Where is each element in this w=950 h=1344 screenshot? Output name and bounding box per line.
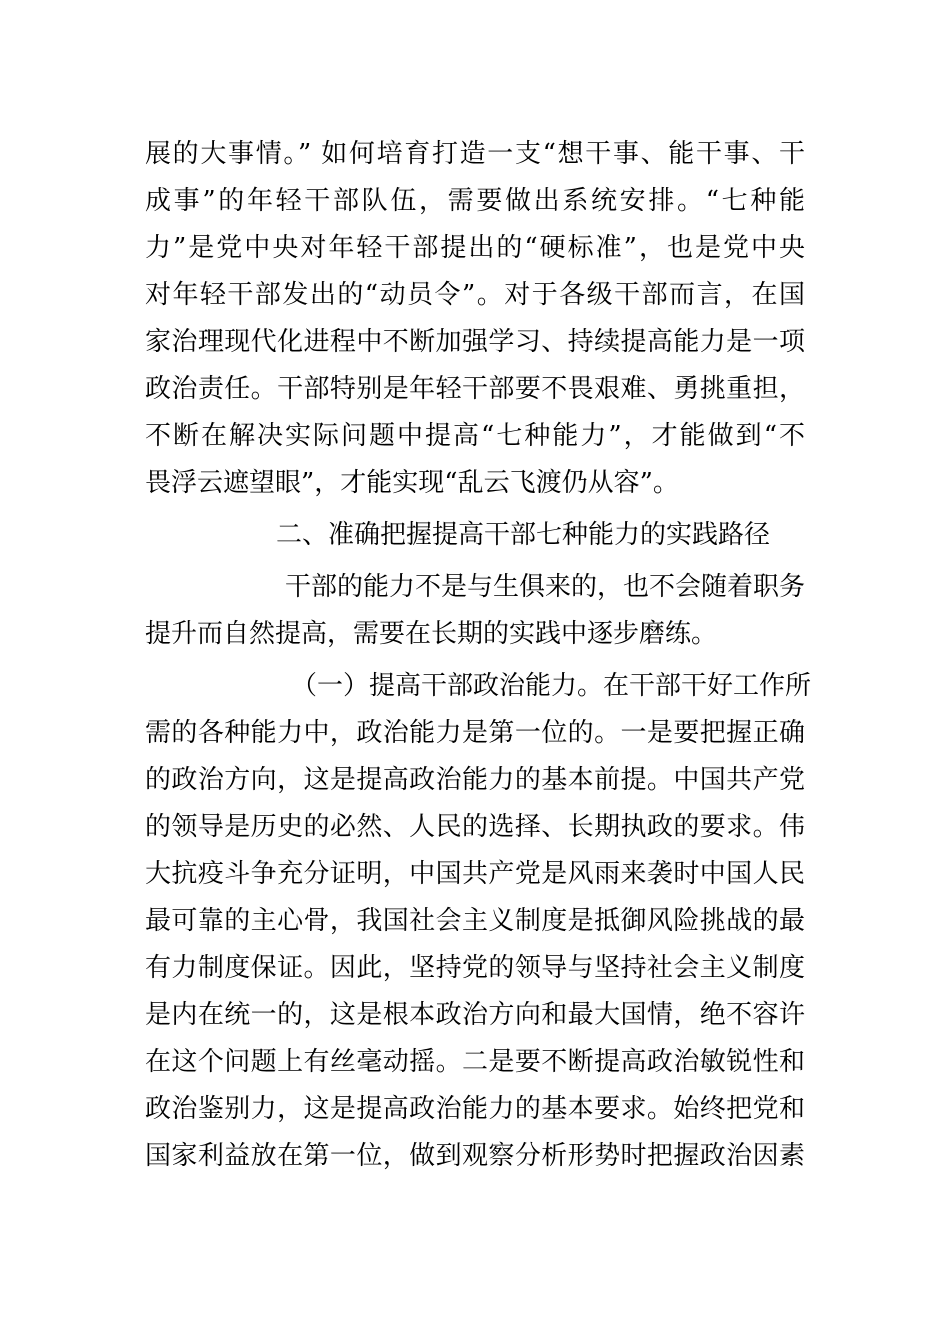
paragraph-line: 干部的能力不是与生俱来的，也不会随着职务	[285, 572, 806, 602]
paragraph-line: 在这个问题上有丝毫动摇。二是要不断提高政治敏锐性和	[145, 1047, 805, 1077]
section-heading: 二、准确把握提高干部七种能力的实践路径	[276, 520, 771, 550]
paragraph-line: 国家利益放在第一位，做到观察分析形势时把握政治因素	[145, 1141, 805, 1171]
paragraph-line: 成事”的年轻干部队伍，需要做出系统安排。“七种能	[145, 186, 805, 216]
paragraph-line: 政治鉴别力，这是提高政治能力的基本要求。始终把党和	[145, 1094, 805, 1124]
paragraph-line: 畏浮云遮望眼”，才能实现“乱云飞渡仍从容”。	[145, 468, 679, 498]
paragraph-line: 提升而自然提高，需要在长期的实践中逐步磨练。	[145, 619, 718, 649]
paragraph-line: 大抗疫斗争充分证明，中国共产党是风雨来袭时中国人民	[145, 859, 805, 889]
paragraph-line: 最可靠的主心骨，我国社会主义制度是抵御风险挑战的最	[145, 906, 805, 936]
paragraph-line: 力”是党中央对年轻干部提出的“硬标准”，也是党中央	[145, 233, 805, 263]
paragraph-line: 的政治方向，这是提高政治能力的基本前提。中国共产党	[145, 765, 805, 795]
paragraph-line: 不断在解决实际问题中提高“七种能力”，才能做到“不	[145, 421, 805, 451]
paragraph-line: 是内在统一的，这是根本政治方向和最大国情，绝不容许	[145, 1000, 805, 1030]
paragraph-line: 家治理现代化进程中不断加强学习、持续提高能力是一项	[145, 327, 805, 357]
paragraph-line: 政治责任。干部特别是年轻干部要不畏艰难、勇挑重担，	[145, 374, 805, 404]
paragraph-line: 展的大事情。” 如何培育打造一支“想干事、能干事、干	[145, 139, 805, 169]
paragraph-line: 需的各种能力中，政治能力是第一位的。一是要把握正确	[145, 718, 805, 748]
paragraph-line: 有力制度保证。因此，坚持党的领导与坚持社会主义制度	[145, 953, 805, 983]
paragraph-line: 的领导是历史的必然、人民的选择、长期执政的要求。伟	[145, 812, 805, 842]
paragraph-line: 对年轻干部发出的“动员令”。对于各级干部而言，在国	[145, 280, 805, 310]
subsection-heading-line: （一）提高干部政治能力。在干部干好工作所	[291, 671, 812, 701]
